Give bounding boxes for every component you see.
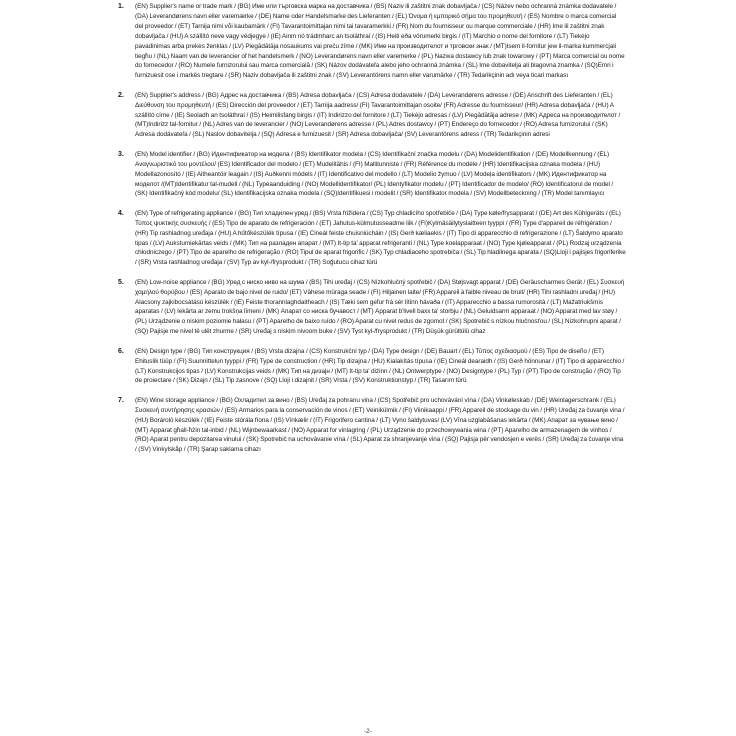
list-item-1 (118, 2, 626, 81)
list-item-6 (118, 347, 626, 387)
item-number: 3. (118, 150, 124, 158)
item-number: 2. (118, 91, 124, 99)
list-item-5 (118, 278, 626, 337)
item-text: (EN) Model identifier / (BG) Идентификатор на модела / (BS) Identifikator modela / (CS) Identifikační značka modelu / (DA) Modelidentifikation / (DE) Modellkennung / (EL) Αναγνωριστικό του μοντέλου/ (ES) Identificador del modelo / (ET) Mudelitähis / (FI) Mallitunniste / (FR) Référence du modèle / (HR) Identifikacijska oznaka modela / (HU) Modellazonosító / (IE) Aitheantóir leagain / (IS) Auðkenni módels / (IT) Identificativo del modello / (LT) Modelio žymuo / (LV) Modeļa identifikators / (MK) Идентификатор на моделот /(MT)Identifikatur tal-mudell / (NL) Typeaanduiding / (NO) Modellidentifikator/ (PL) Identyfikator modelu / (PT) Identificador de modelo/ (RO) Identificatorul de model / (SK) Identifikačný kód modelu/ (SL) Identifikacijska oznaka modela / (SQ)Identifikuesi i modelit / (SR) Identifikator modela / (SV) Modellbeteckning / (TR) Model tanımlayıcı (135, 150, 614, 198)
numbered-list (118, 2, 626, 465)
list-item-3 (118, 150, 626, 200)
page-number: -2- (364, 728, 372, 735)
list-item-2 (118, 91, 626, 141)
item-text: (EN) Supplier's name or trade mark / (BG) Име или търговска марка на доставчика / (BS) Naziv ili zaštitni znak dobavljača / (CS) Název nebo ochranná známka dodavatele / (DA) Leverandørens navn eller varemærke / (DE) Name oder Handelsmarke des Lieferanten / (EL) Όνομα ή εμπορικό σήμα του προμηθευτή / (ES) Nombre o marca comercial del proveedor / (ET) Tarnija nimi või kaubamärk / (FI) Tavarantoimittajan nimi tai tavaramerkki / (FR) Nom du fournisseur ou marque commerciale / (HR) Ime ili zaštitni znak dobavljača / (HU) A szállító neve vagy védjegye / (IE) Ainm nó trádmharc an tsoláthraí / (IS) Heiti eða vörumerki birgis / (IT) Marchio o nome del fornitore / (LT) Tiekėjo pavadinimas arba prekės ženklas / (LV) Piegādātāja nosaukums vai preču zīme / (MK) Име на производителот и трговски знак / (MT)Isem il-fornitur jew il-marka kummerċjali tiegħu / (NL) Naam van de leverancier of het handelsmerk / (NO) Leverandørens navn eller varemerke / (PL) Nazwa dostawcy lub znak towarowy / (PT) Marca comercial ou nome do fornecedor / (RO) Numele furnizorului sau marca comercială / (SK) Názov dodávateľa alebo jeho ochranná známka / (SL) Ime dobavitelja ali blagovna znamka / (SQ)Emri i furnizuesit ose i markës tregtare / (SR) Naziv dobavljača ili zaštitni znak / (SV) Leverantörens namn eller varumärke / (TR) Tedarikçinin adı veya ticari markası (135, 3, 625, 80)
item-number: 4. (118, 209, 124, 217)
item-number: 1. (118, 3, 124, 10)
item-text: (EN) Wine storage appliance / (BG) Охладител за вино / (BS) Uređaj za pohranu vina / (CS) Spotřebič pro uchovávání vína / (DA) Vinkøleskab / (DE) Weinlagerschrank / (EL) Συσκευή συντήρησης κρασιών / (ES) Armarios para la conservación de vinos / (ET) Veinikülmik / (FI) Viinikaappi / (FR) Appareil de stockage du vin / (HR) Uređaj za čuvanje vina / (HU) Borárolό készülék / (IE) Feiste stórála fíona / (IS) Vínkælir / (IT) Frigorifero cantina / (LT) Vyno šaldytuvas/ (LV) Vīna uzglabāšanas iekārta / (MK) Апарат за чување вино / (MT) Apparat għall-ħżin tal-inbid / (NL) Wijnbewaarkast / (NO) Apparat for vinlagring / (PL) Urządzenie do przechowywania wina / (PT) Aparelho de armazenagem de vinhos / (RO) Aparat pentru depozitarea vinului / (SK) Spotrebič na uchovávanie vína / (SL) Aparat za shranjevanje vina / (SQ) Pajisja për vendosjen e verës / (SR) Uređaj za čuvanje vina / (SV) Vinkylskåp / (TR) Şarap saklama cihazı (135, 396, 625, 454)
item-text: (EN) Supplier's address / (BG) Адрес на доставчика / (BS) Adresa dobavljača / (CS) Adresa dodavatele / (DA) Leverandørens adresse / (DE) Anschrift des Lieferanten / (EL) Διεύθυνση του προμηθευτή / (ES) Dirección del proveedor / (ET) Tarnija aadress/ (FI) Tavarantoimittajan osoite/ (FR) Adresse du fournisseur/ (HR) Adresa dobavljača / (HU) A szállító címe / (IE) Seoladh an tsoláthraí / (IS) Heimilisfang birgis / (IT) Indirizzo del fornitore / (LT) Tiekėjo adresas / (LV) Piegādātāja adrese / (MK) Адреса на производителот / (MT)Indirizz tal-fornitur / (NL) Adres van de leverancier / (NO) Leverandørens adresse / (PL) Adres dostawcy / (PT) Endereço do fornecedor / (RO) Adresa furnizorului / (SK) Adresa dodávateľa / (SL) Naslov dobavitelja / (SQ) Adresa e furnizuesit / (SR) Adresa dobavljača/ (SV) Leverantörens adress / (TR) Tedarikçinin adresi (135, 91, 621, 139)
list-item-4 (118, 209, 626, 268)
item-text: (EN) Type of refrigerating appliance / (BG) Тип хладилен уред / (BS) Vrsta frižidera / (CS) Typ chladicího spotřebiče / (DA) Type køle/frysapparat / (DE) Art des Kühlgeräts / (EL) Τύπος ψυκτικής συσκευής / (ES) Tipo de aparato de refrigeración / (ET) Jahutus-külmutusseadme liik / (FI)Kylmäsäilytyslaitteen tyyppi / (FR) Type d'appareil de réfrigération / (HR) Tip rashladnog uređaja / (HU) A hűtőkészülék típusa / (IE) Cineál feiste chuisniúcháin / (IS) Gerð kæliaekis / (IT) Tipo di apparecchio di refrigerazione / (LT) Šaldymo aparato tipas / (LV) Aukstumiekārtas veids / (MK) Тип на разладен апарат / (MT) It-tip ta' apparat refriġeranti / (NL) Type koelapparaat / (NO) Type kjøleapparat / (PL) Rodzaj urządzenia chłodniczego / (PT) Tipo de aparelho de refrigeração / (RO) Tipul de aparat frigorific / (SK) Typ chladiaceho spotrebiča / (SL) Tip hladilnega aparata / (SQ)Lloji i pajisjes frigoriferike / (SR) Vrsta rashladnog uređaja / (SV) Typ av kyl-/frysprodukt / (TR) Soğutucu cihaz türü (135, 209, 626, 267)
item-number: 6. (118, 347, 124, 355)
list-item-7 (118, 396, 626, 455)
item-text: (EN) Low-noise appliance / (BG) Уред с ниско ниво на шума / (BS) Tihi uređaj / (CS) Nízkohlučný spotřebič / (DA) Støjsvagt apparat / (DE) Geräuscharmes Gerät / (EL) Συσκευή χαμηλού θορύβου / (ES) Aparato de bajo nivel de ruido/ (ET) Vähese müraga seade / (FI) Hiljainen laite/ (FR) Appareil à faible niveau de bruit/ (HR) Tihi rashladni uređaj / (HU) Alacsony zajkibocsátású készülék / (IE) Feiste thorannlaghdaitheach / (IS) Tæki sem gefur frá sér lítinn hávaða / (IT) Apparecchio a bassa rumorosità / (LT) Mažatriukšmis aparatas / (LV) Iekārta ar zemu trokšņa līmeni / (MK) Апарат со ниска бучавост / (MT) Apparat b'livell baxx ta' storbju / (NL) Geluidsarm apparaat / (NO) Apparat med lav støy / (PL) Urządzenie o niskim poziomie hałasu / (PT) Aparelho de baixo ruído / (RO) Aparat cu nivel redus de zgomot / (SK) Spotrebič s nízkou hlučnosťou / (SL) Nizkohrupni aparat / (SQ) Pajisje me nivel të ulët zhurme / (SR) Uređaj s niskim nivoom buke / (SV) Tyst kyl-/frysprodukt / (TR) Düşük gürültülü cihaz (135, 278, 625, 336)
item-number: 5. (118, 278, 124, 286)
item-number: 7. (118, 396, 124, 404)
item-text: (EN) Design type / (BG) Тип конструкция / (BS) Vrsta dizajna / (CS) Konstrukční typ / (DA) Type design / (DE) Bauart / (EL) Τύπος σχεδιασμού / (ES) Tipo de diseño / (ET) Ehituslik tüüp / (FI) Suunnittelun tyyppi / (FR) Type de construction / (HR) Tip dizajna / (HU) Kialakítás típusa / (IE) Cineál dearaidh / (IS) Gerð hönnunar / (IT) Tipo di apparecchio / (LT) Konstrukcijos tipas / (LV) Konstrukcijas veids / (MK) Тип на дизајн / (MT) It-tip ta' diżinn / (NL) Ontwerptype / (NO) Designtype / (PL) Typ / (PT) Tipo de construção / (RO) Tip de proiectare / (SK) Dizajn / (SL) Tip zasnove / (SQ) Lloji i dizajnit / (SR) Vrsta / (SV) Konstruktionstyp / (TR) Tasarım türü (135, 347, 625, 385)
